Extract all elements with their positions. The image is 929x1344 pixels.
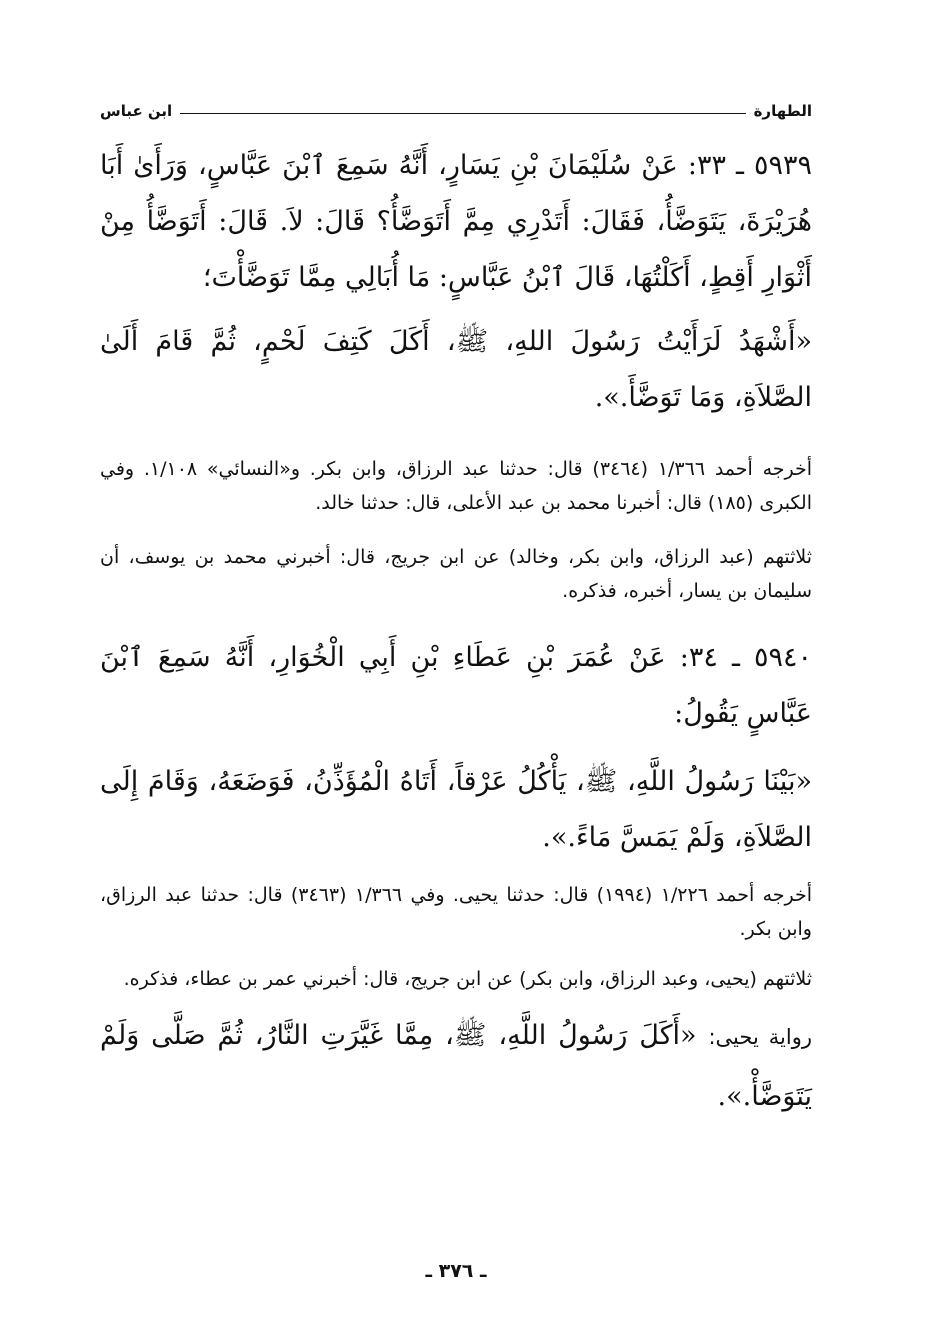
header-rule bbox=[180, 113, 745, 114]
hadith-5940-takhrij: أخرجه أحمد ١/٢٢٦ (١٩٩٤) قال: حدثنا يحيى. وفي ١/٣٦٦ (٣٤٦٣) قال: حدثنا عبد الرزاق، وابن بكر. bbox=[100, 884, 813, 940]
riwaya-text: «أَكَلَ رَسُولُ اللَّهِ، ﷺ، مِمَّا غَيَّرَتِ النَّارُ، ثُمَّ صَلَّى وَلَمْ يَتَوَضَّأْ.». bbox=[100, 1020, 812, 1112]
hadith-5939-isnad: ثلاثتهم (عبد الرزاق، وابن بكر، وخالد) عن ابن جريج، قال: أخبرني محمد بن يوسف، أن سليمان بن يسار، أخبره، فذكره. bbox=[100, 546, 812, 602]
book-page bbox=[100, 92, 812, 1292]
header-section-title: ابن عباس bbox=[100, 102, 173, 120]
hadith-5940-text: ٥٩٤٠ ـ ٣٤: عَنْ عُمَرَ بْنِ عَطَاءِ بْنِ أَبِي الْخُوَارِ، أَنَّهُ سَمِعَ ٱبْنَ عَبَّاسٍ يَقُولُ: bbox=[100, 642, 813, 729]
hadith-5939-quote: «أَشْهَدُ لَرَأَيْتُ رَسُولَ اللهِ، ﷺ، أَكَلَ كَتِفَ لَحْمٍ، ثُمَّ قَامَ أَلَىٰ الصَّلاَةِ، وَمَا تَوَضَّأَ.». bbox=[100, 326, 812, 413]
hadith-5940-isnad: ثلاثتهم (يحيى، وعبد الرزاق، وابن بكر) عن ابن جريج، قال: أخبرني عمر بن عطاء، فذكره. bbox=[123, 968, 812, 990]
header-chapter-title: الطهارة bbox=[753, 102, 812, 120]
riwaya-lead: رواية يحيى: bbox=[708, 1025, 812, 1049]
hadith-5939-takhrij: أخرجه أحمد ١/٣٦٦ (٣٤٦٤) قال: حدثنا عبد الرزاق، وابن بكر. و«النسائي» ١/١٠٨. وفي الكبرى (١٨٥) قال: أخبرنا محمد بن عبد الأعلى، قال: حدثنا خالد. bbox=[100, 458, 813, 514]
page-number: ـ ٣٧٦ ـ bbox=[425, 1260, 487, 1282]
hadith-5940-quote: «بَيْنَا رَسُولُ اللَّهِ، ﷺ، يَأْكُلُ عَرْقاً، أَتَاهُ الْمُؤَذِّنُ، فَوَضَعَهُ، وَقَامَ إِلَى الصَّلاَةِ، وَلَمْ يَمَسَّ مَاءً.». bbox=[100, 766, 812, 853]
riwaya-yahya bbox=[100, 1006, 812, 1127]
hadith-5939-text: ٥٩٣٩ ـ ٣٣: عَنْ سُلَيْمَانَ بْنِ يَسَارٍ، أَنَّهُ سَمِعَ ٱبْنَ عَبَّاسٍ، وَرَأَىٰ أَبَا هُرَيْرَةَ، يَتَوَضَّأُ، فَقَالَ: أَتَدْرِي مِمَّ أَتَوَضَّأُ؟ قَالَ: لاَ. قَالَ: أَتَوَضَّأُ مِنْ أَثْوَارِ أَقِطٍ، أَكَلْتُهَا، قَالَ ٱبْنُ عَبَّاسٍ: مَا أُبَالِي مِمَّا تَوَضَّأْتَ؛ bbox=[100, 150, 813, 293]
running-header bbox=[100, 92, 812, 120]
